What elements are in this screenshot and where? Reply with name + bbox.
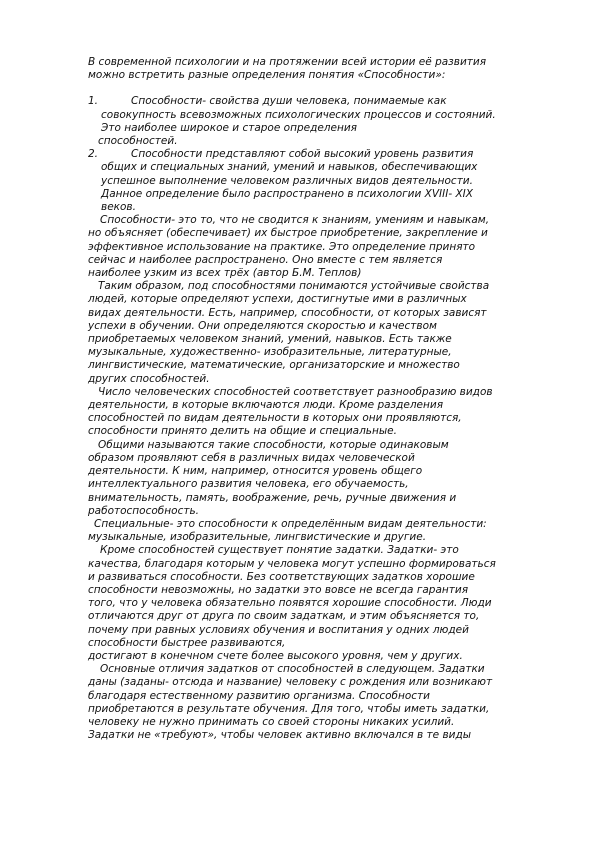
paragraph-line: деятельности, в которые включаются люди. Кроме разделения <box>88 399 444 412</box>
paragraph-line: отличаются друг от друга по своим задаткам, и этим объясняется то, <box>88 610 480 623</box>
paragraph-line: интеллектуального развития человека, его обучаемость, <box>88 478 409 491</box>
list-item-2-line: успешное выполнение человеком различных видов деятельности. <box>101 174 473 187</box>
paragraph-line: способности принято делить на общие и специальные. <box>88 425 397 438</box>
paragraph-line: успехи в обучении. Они определяются скоростью и качеством <box>88 319 437 332</box>
intro-line: В современной психологии и на протяжении всей истории её развития <box>88 56 487 68</box>
paragraph-line: и развиваться способности. Без соответствующих задатков хорошие <box>88 570 475 583</box>
paragraph-line: приобретаемых человеком знаний, умений, навыков. Есть также <box>88 333 452 346</box>
paragraph-line: Основные отличия задатков от способностей в следующем. Задатки <box>100 663 485 676</box>
paragraph-line: эффективное использование на практике. Это определение принято <box>88 240 476 253</box>
paragraph-line: лингвистические, математические, организаторские и множество <box>88 359 460 372</box>
list-item-2-line: Данное определение было распространено в психологии XVIII- XIX <box>101 187 473 200</box>
list-item-2-line: веков. <box>101 201 136 214</box>
list-item-2-line: общих и специальных знаний, умений и навыков, обеспечивающих <box>101 161 478 174</box>
paragraph-line: других способностей. <box>88 372 210 385</box>
list-item-text: Способности представляют собой высокий уровень развития <box>131 148 474 161</box>
paragraph-line: даны (заданы- отсюда и название) человеку с рождения или возникают <box>88 676 493 689</box>
paragraph-line: но объясняет (обеспечивает) их быстрое приобретение, закрепление и <box>88 227 488 240</box>
intro-line: можно встретить разные определения понятия «Способности»: <box>88 69 446 82</box>
paragraph-line: видах деятельности. Есть, например, способности, от которых зависят <box>88 306 487 319</box>
list-number: 1. <box>88 95 99 108</box>
list-item-2-first-line <box>88 148 558 161</box>
paragraph-line: способности быстрее развиваются, <box>88 636 286 649</box>
paragraph-line: Задатки не «требуют», чтобы человек активно включался в те виды <box>88 729 472 742</box>
paragraph-line: наиболее узким из всех трёх (автор Б.М. Теплов) <box>88 267 362 280</box>
list-number: 2. <box>88 148 99 161</box>
list-item-1-first-line <box>88 95 558 108</box>
paragraph-line: качества, благодаря которым у человека могут успешно формироваться <box>88 557 496 570</box>
paragraph-line: образом проявляют себя в различных видах человеческой <box>88 451 415 464</box>
paragraph-line: Специальные- это способности к определённым видам деятельности: <box>94 517 487 530</box>
list-item-1-line: способностей. <box>98 135 178 148</box>
paragraph-line: внимательность, память, воображение, речь, ручные движения и <box>88 491 457 504</box>
paragraph-line: человеку не нужно принимать со своей стороны никаких усилий. <box>88 715 455 728</box>
paragraph-line: музыкальные, художественно- изобразительные, литературные, <box>88 346 452 359</box>
document-page <box>88 56 558 742</box>
paragraph-line: Число человеческих способностей соответствует разнообразию видов <box>98 385 493 398</box>
paragraph-line: работоспособность. <box>88 504 199 517</box>
paragraph-line: Кроме способностей существует понятие задатки. Задатки- это <box>100 544 459 557</box>
paragraph-line: Способности- это то, что не сводится к знаниям, умениям и навыкам, <box>100 214 490 227</box>
paragraph-line: сейчас и наиболее распространено. Оно вместе с тем является <box>88 253 443 266</box>
paragraph-line: людей, которые определяют успехи, достигнутые ими в различных <box>88 293 467 306</box>
list-item-text: Способности- свойства души человека, понимаемые как <box>131 95 447 108</box>
paragraph-line: Таким образом, под способностями понимаются устойчивые свойства <box>98 280 490 293</box>
paragraph-line: приобретаются в результате обучения. Для того, чтобы иметь задатки, <box>88 702 490 715</box>
paragraph-line: того, что у человека обязательно появятся хорошие способности. Люди <box>88 597 492 610</box>
paragraph-line: Общими называются такие способности, которые одинаковым <box>98 438 449 451</box>
paragraph-line: благодаря естественному развитию организма. Способности <box>88 689 430 702</box>
list-item-1-line: Это наиболее широкое и старое определения <box>101 121 357 134</box>
paragraph-gap <box>88 82 558 95</box>
paragraph-line: способности невозможны, но задатки это вовсе не всегда гарантия <box>88 583 469 596</box>
paragraph-line: музыкальные, изобразительные, лингвистические и другие. <box>88 531 427 544</box>
paragraph-line: способностей по видам деятельности в которых они проявляются, <box>88 412 462 425</box>
paragraph-line: достигают в конечном счете более высокого уровня, чем у других. <box>88 649 463 662</box>
list-item-1-line: совокупность всевозможных психологических процессов и состояний. <box>101 108 496 121</box>
paragraph-line: деятельности. К ним, например, относится уровень общего <box>88 465 423 478</box>
paragraph-line: почему при равных условиях обучения и воспитания у одних людей <box>88 623 469 636</box>
